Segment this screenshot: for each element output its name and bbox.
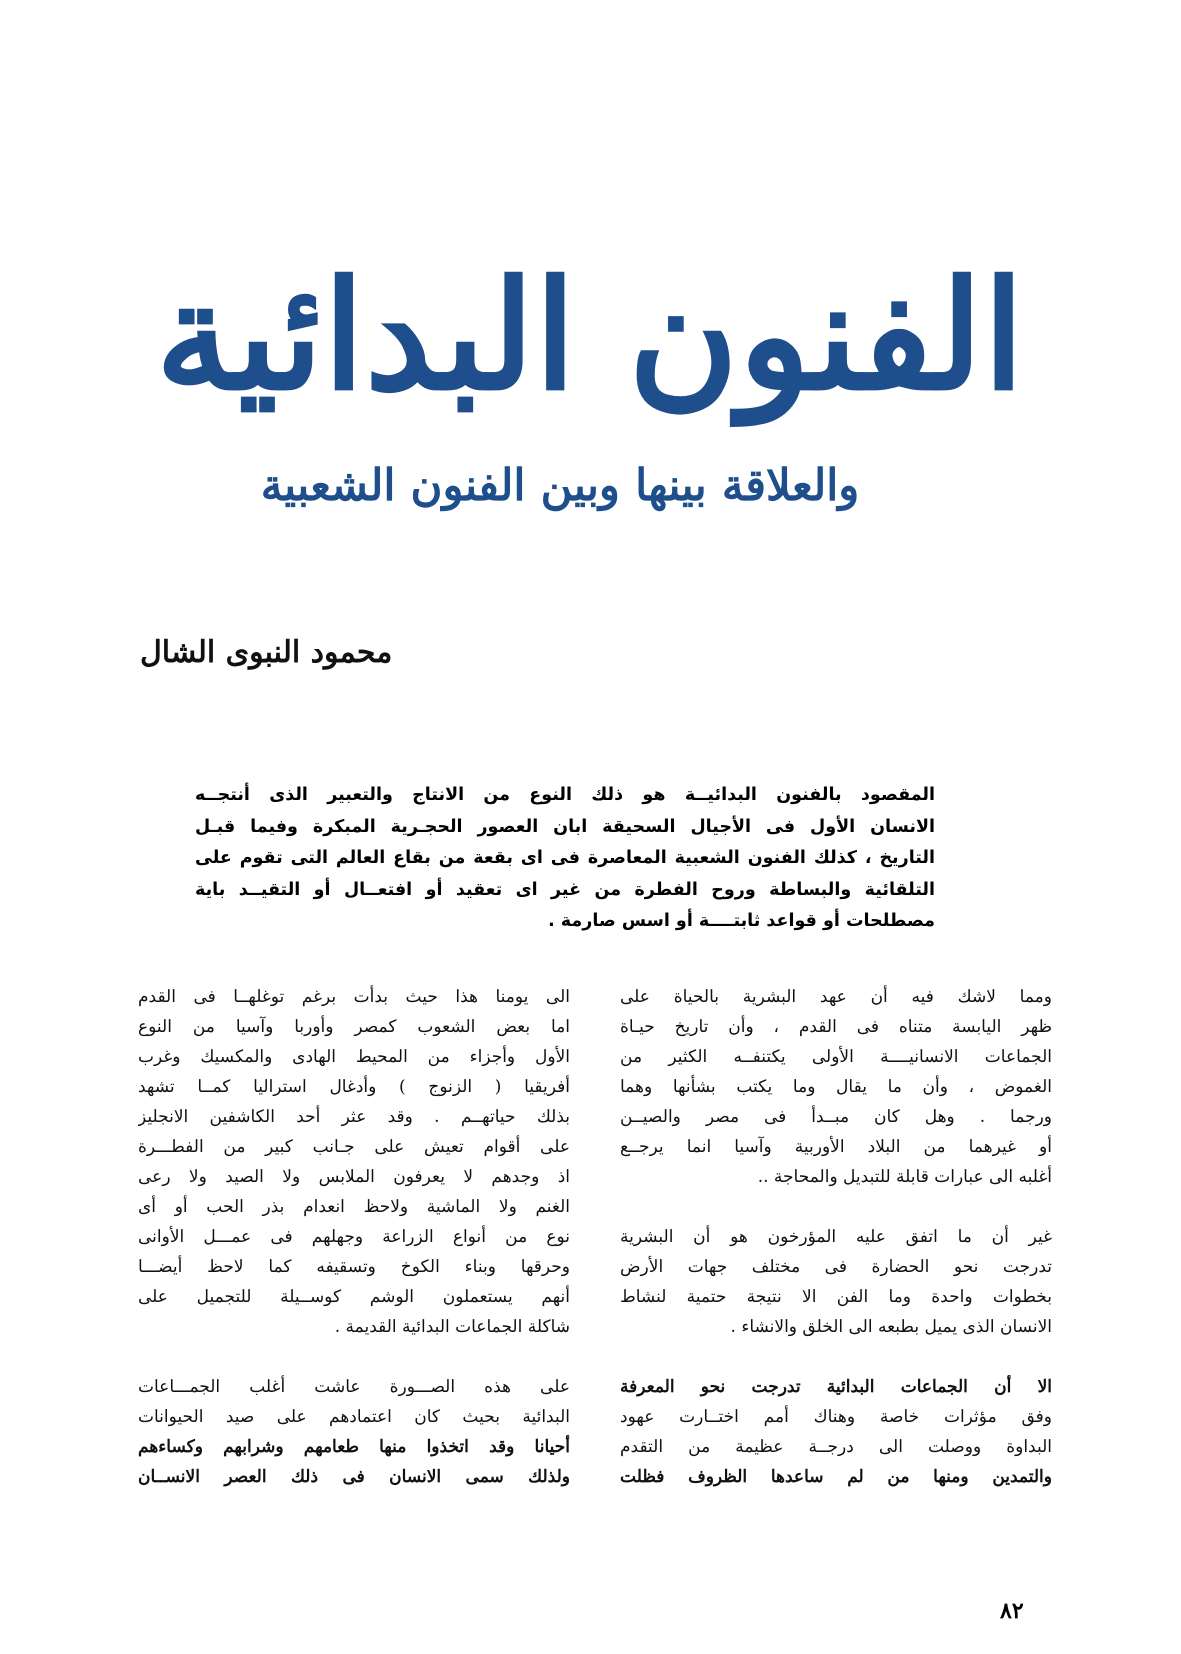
text-line: أنهم يستعملون الوشم كوســيلة للتجميل على — [138, 1287, 570, 1307]
paragraph — [620, 1222, 1052, 1342]
text-line: غير أن ما اتفق عليه المؤرخون هو أن البشرية — [620, 1227, 1052, 1247]
paragraph — [620, 982, 1052, 1192]
text-line: الانسان الذى يميل بطبعه الى الخلق والانشاء . — [730, 1317, 1052, 1337]
text-line: ظهر اليابسة متناه فى القدم ، وأن تاريخ حيـاة — [620, 1017, 1052, 1037]
text-line: أفريقيا ( الزنوج ) وأدغال استراليا كمــا تشهد — [138, 1077, 570, 1097]
text-line: الغنم ولا الماشية ولاحظ انعدام بذر الحب أو أى — [138, 1197, 570, 1217]
text-line: البدائية بحيث كان اعتمادهم على صيد الحيوانات — [138, 1407, 570, 1427]
text-line: الا أن الجماعات البدائية تدرجت نحو المعرفة — [620, 1377, 1052, 1397]
text-line: نوع من أنواع الزراعة وجهلهم فى عمـــل الأوانى — [138, 1227, 570, 1247]
intro-line: المقصود بالفنون البدائيــة هو ذلك النوع من الانتاج والتعبير الذى أنتجــه — [195, 785, 935, 805]
intro-line: الانسان الأول فى الأجيال السحيقة ابان العصور الحجـرية المبكرة وفيما قبـل — [195, 816, 935, 837]
paragraph — [138, 982, 570, 1342]
page-number: ٨٢ — [1000, 1598, 1024, 1624]
intro-line: التلقائية والبساطة وروح الفطرة من غير اى تعقيد أو افتعــال أو التقيــد باية — [195, 879, 935, 900]
text-line: اما بعض الشعوب كمصر وأوربا وآسيا من النوع — [138, 1017, 570, 1037]
text-line: الأول وأجزاء من المحيط الهادى والمكسيك وغرب — [138, 1047, 570, 1067]
left-column — [138, 982, 570, 1522]
text-line: بذلك حياتهــم . وقد عثر أحد الكاشفين الانجليز — [138, 1107, 570, 1127]
paragraph — [138, 1372, 570, 1492]
text-line: ولذلك سمى الانسان فى ذلك العصر الانســان — [138, 1467, 570, 1487]
author-name: محمود النبوى الشال — [140, 634, 393, 670]
intro-line: مصطلحات أو قواعد ثابتــــة أو اسس صارمة . — [548, 911, 935, 931]
text-line: الى يومنا هذا حيث بدأت برغم توغلهــا فى القدم — [138, 987, 570, 1007]
text-line: البداوة ووصلت الى درجــة عظيمة من التقدم — [620, 1437, 1052, 1457]
article-subtitle: والعلاقة بينها وبين الفنون الشعبية — [260, 460, 860, 512]
text-line: الغموض ، وأن ما يقال وما يكتب بشأنها وهما — [620, 1077, 1052, 1097]
intro-paragraph — [195, 780, 935, 938]
text-line: شاكلة الجماعات البدائية القديمة . — [334, 1317, 570, 1337]
text-line: الجماعات الانسانيــــة الأولى يكتنفــه الكثير من — [620, 1047, 1052, 1067]
right-column — [620, 982, 1052, 1522]
paragraph — [620, 1372, 1052, 1492]
text-line: على أقوام تعيش على جـانب كبير من الفطـــرة — [138, 1137, 570, 1157]
text-line: أو غيرهما من البلاد الأوربية وآسيا انما يرجــع — [620, 1137, 1052, 1157]
text-line: والتمدين ومنها من لم ساعدها الظروف فظلت — [620, 1467, 1052, 1487]
intro-line: التاريخ ، كذلك الفنون الشعبية المعاصرة فى اى بقعة من بقاع العالم التى تقوم على — [195, 848, 935, 868]
text-line: أحيانا وقد اتخذوا منها طعامهم وشرابهم وكساءهم — [138, 1437, 570, 1457]
text-line: أغلبه الى عبارات قابلة للتبديل والمحاجة .. — [757, 1167, 1052, 1187]
text-line: بخطوات واحدة وما الفن الا نتيجة حتمية لنشاط — [620, 1287, 1052, 1307]
text-line: على هذه الصـــورة عاشت أغلب الجمـــاعات — [138, 1377, 570, 1397]
text-line: تدرجت نحو الحضارة فى مختلف جهات الأرض — [620, 1257, 1052, 1277]
text-line: ومما لاشك فيه أن عهد البشرية بالحياة على — [620, 987, 1052, 1007]
text-line: وفق مؤثرات خاصة وهناك أمم اختــارت عهود — [620, 1407, 1052, 1427]
text-line: وحرقها وبناء الكوخ وتسقيفه كما لاحظ أيضـــا — [138, 1257, 570, 1277]
article-title: الفنون البدائية — [155, 247, 1025, 424]
text-line: اذ وجدهم لا يعرفون الملابس ولا الصيد ولا رعى — [138, 1167, 570, 1187]
text-line: ورجما . وهل كان مبــدأ فى مصر والصيــن — [620, 1107, 1052, 1127]
